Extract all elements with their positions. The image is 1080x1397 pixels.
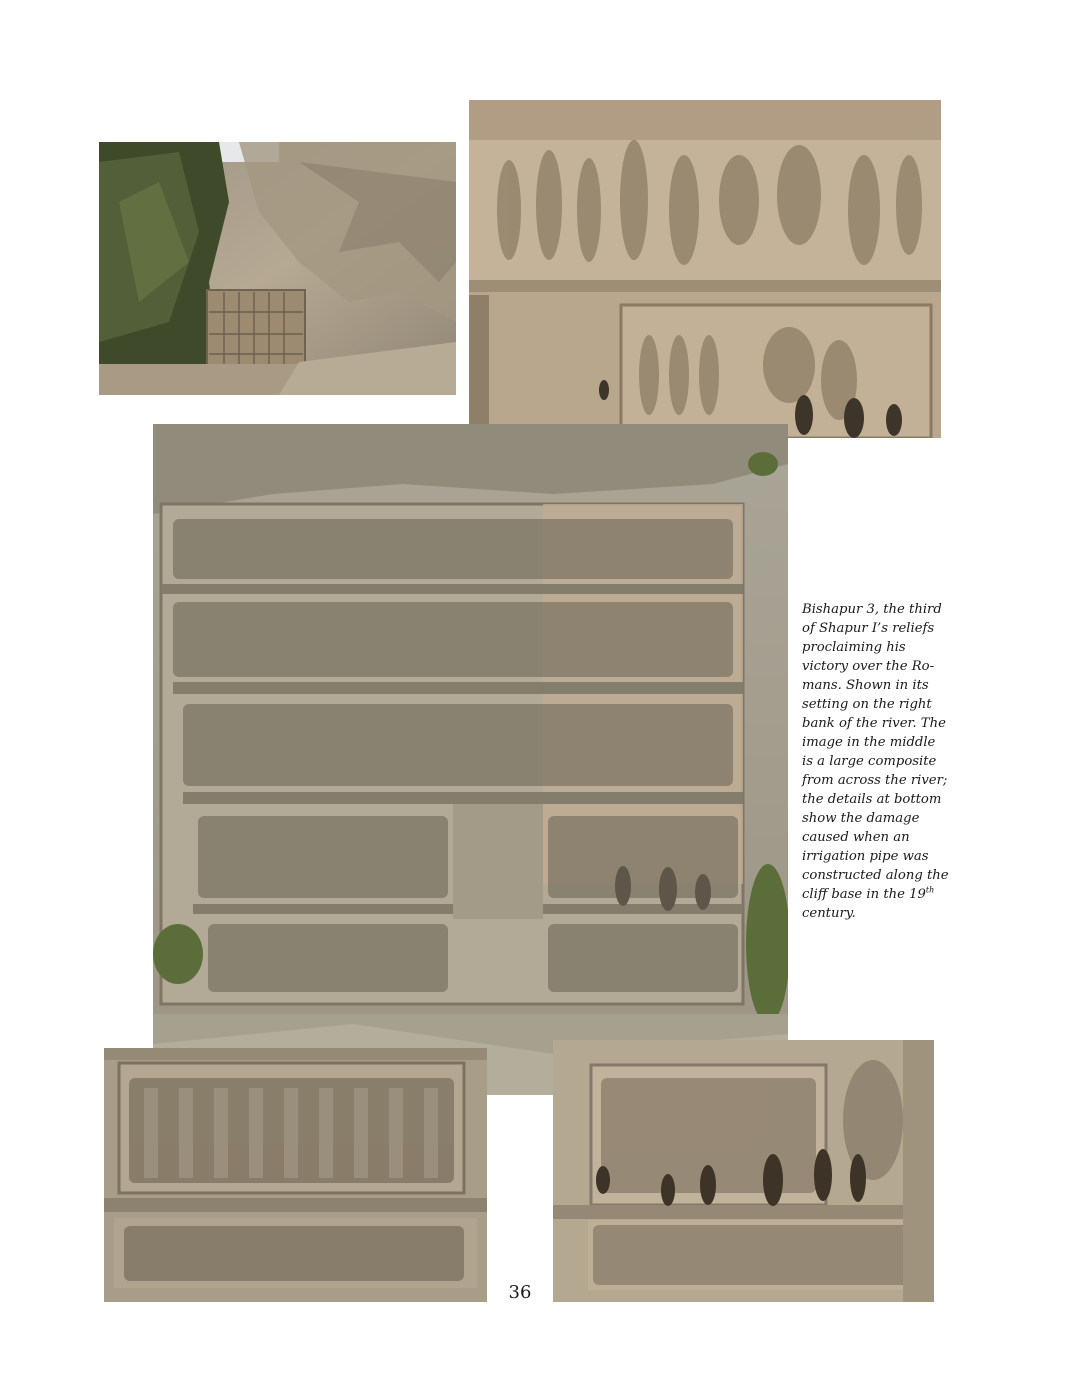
caption-text: Bishapur 3, the third of Shapur I’s reliefs proclaiming his victory over the Ro-mans. Shown in its setting on the right bank of the river. The image in the middle is a large composite from across the river; the details at bottom show the damage caused when an irrigation pipe was constructed along the cliff base in the 19 [802,602,949,902]
photo-cliff-setting [99,142,456,395]
relief-damage-right-image [553,1040,934,1302]
caption-text-end: century. [802,906,856,921]
relief-damage-left-image [104,1048,487,1302]
cliff-setting-image [99,142,456,395]
photo-caption [802,600,950,923]
photo-relief-damage-right [553,1040,934,1302]
caption-superscript: th [925,885,935,895]
relief-upper-image [469,100,941,438]
photo-relief-damage-left [104,1048,487,1302]
page-number: 36 [508,1282,532,1303]
relief-composite-image [153,424,788,1095]
photo-relief-upper-detail [469,100,941,438]
photo-relief-composite [153,424,788,1095]
